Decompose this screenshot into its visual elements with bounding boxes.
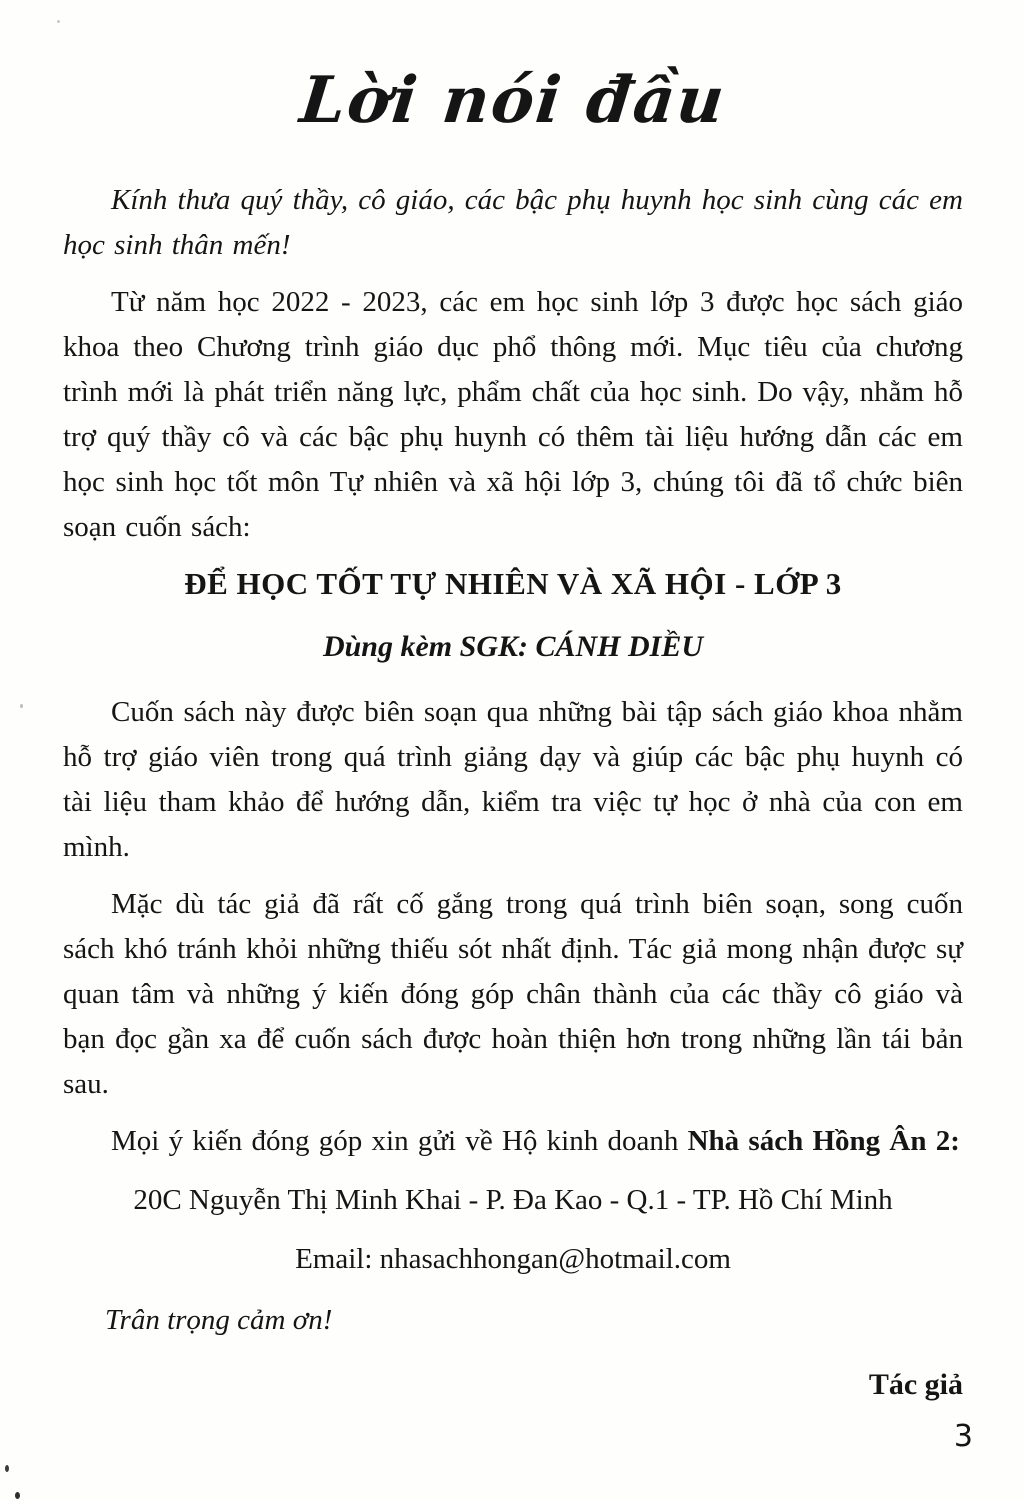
paragraph-greeting: Kính thưa quý thầy, cô giáo, các bậc phụ huynh học sinh cùng các em học sinh thân mến!	[63, 184, 963, 262]
book-subtitle-heading: Dùng kèm SGK: CÁNH DIỀU	[322, 630, 704, 664]
store-address: 20C Nguyễn Thị Minh Khai - P. Đa Kao - Q.1 - TP. Hồ Chí Minh	[133, 1184, 893, 1217]
feedback-colon: :	[950, 1125, 960, 1158]
scan-speck	[20, 704, 23, 708]
paragraph-feedback	[63, 1119, 963, 1164]
paragraph-purpose: Cuốn sách này được biên soạn qua những bài tập sách giáo khoa nhằm hỗ trợ giáo viên trong quá trình giảng dạy và giúp các bậc phụ huynh có tài liệu tham khảo để hướng dẫn, kiểm tra việc tự học ở nhà của con em mình.	[63, 696, 963, 864]
store-email: Email: nhasachhongan@hotmail.com	[295, 1243, 731, 1276]
scan-speck	[15, 1492, 20, 1499]
paragraph-apology: Mặc dù tác giả đã rất cố gắng trong quá trình biên soạn, song cuốn sách khó tránh khỏi những thiếu sót nhất định. Tác giả mong nhận được sự quan tâm và những ý kiến đóng góp chân thành của các thầy cô giáo và bạn đọc gần xa để cuốn sách được hoàn thiện hơn trong những lần tái bản sau.	[63, 888, 963, 1101]
store-name: Nhà sách Hồng Ân 2	[687, 1125, 951, 1158]
book-title-heading: ĐỂ HỌC TỐT TỰ NHIÊN VÀ XÃ HỘI - LỚP 3	[184, 566, 842, 602]
scan-speck	[5, 1465, 9, 1472]
author-signature: Tác giả	[868, 1368, 963, 1402]
feedback-intro-text: Mọi ý kiến đóng góp xin gửi về Hộ kinh doanh	[111, 1125, 688, 1158]
closing-thanks: Trân trọng cảm ơn!	[105, 1304, 333, 1337]
preface-title: Lời nói đầu	[296, 63, 730, 138]
page-number: 3	[953, 1419, 973, 1454]
scan-speck	[57, 20, 60, 23]
paragraph-intro: Từ năm học 2022 - 2023, các em học sinh lớp 3 được học sách giáo khoa theo Chương trình giáo dục phổ thông mới. Mục tiêu của chương trình mới là phát triển năng lực, phẩm chất của học sinh. Do vậy, nhằm hỗ trợ quý thầy cô và các bậc phụ huynh có thêm tài liệu hướng dẫn các em học sinh học tốt môn Tự nhiên và xã hội lớp 3, chúng tôi đã tổ chức biên soạn cuốn sách:	[63, 286, 963, 544]
